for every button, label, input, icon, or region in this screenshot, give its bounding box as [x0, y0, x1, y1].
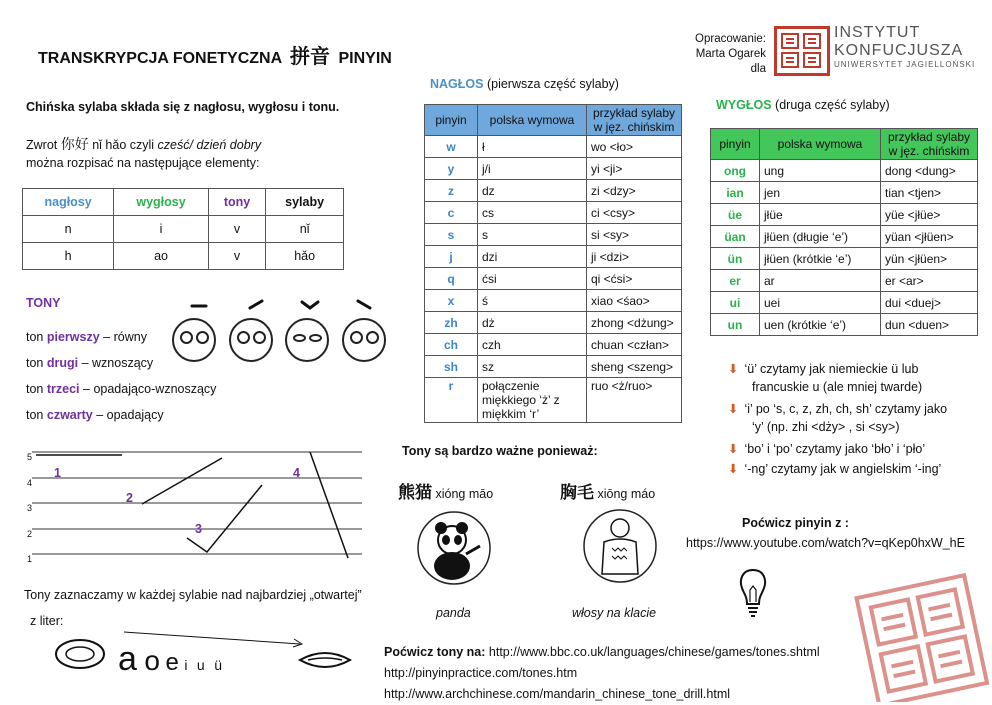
seal-watermark-icon — [846, 572, 992, 702]
example-2: 胸毛 xiōng máo — [560, 483, 656, 502]
tone2-contour — [142, 458, 222, 504]
author-credit: Opracowanie: Marta Ogarek dla — [695, 33, 766, 75]
table-row: y j/i yi <ji> — [425, 158, 682, 180]
vowel-order: a o e i u ü — [118, 640, 222, 678]
note-item: ⬇ ‘i’ po ‘s, c, z, zh, ch, sh’ czytamy jako ‘y’ (np. zhi <dży> , si <sy>) — [728, 402, 948, 434]
chart-tone-label-1: 1 — [54, 466, 61, 480]
tones-heading: TONY — [26, 296, 61, 310]
tone-item: ton czwarty – opadający — [26, 408, 164, 422]
table-row: q ćsi qi <ćsi> — [425, 268, 682, 290]
page-title: TRANSKRYPCJA FONETYCZNA 拼音 PINYIN — [38, 46, 392, 68]
table-row: ch czh chuan <człan> — [425, 334, 682, 356]
intro-line2: można rozpisać na następujące elementy: — [26, 156, 260, 170]
tone3-mark — [302, 302, 318, 308]
practice-link-pinyinpractice[interactable]: http://pinyinpractice.com/tones.htm — [384, 666, 578, 680]
table-row: sh sz sheng <szeng> — [425, 356, 682, 378]
table-row: h ao v hǎo — [23, 243, 344, 270]
title-hanzi: 拼音 — [290, 46, 331, 68]
tone-item: ton drugi – wznoszący — [26, 356, 154, 370]
arrow-down-icon: ⬇ — [728, 462, 739, 476]
arrow-down-icon: ⬇ — [728, 402, 739, 416]
header-sylaby: sylaby — [266, 189, 344, 216]
table-row: z dz zi <dzy> — [425, 180, 682, 202]
table-row: zh dż zhong <dżung> — [425, 312, 682, 334]
tone3-contour — [187, 485, 262, 552]
table-row: ün jłüen (krótkie ‘e’) yün <jłüen> — [711, 248, 978, 270]
table-row: c cs ci <csy> — [425, 202, 682, 224]
header-wyglosy: wygłosy — [114, 189, 209, 216]
face-tone3-icon — [285, 318, 329, 362]
table-row: w ł wo <ło> — [425, 136, 682, 158]
chart-tone-label-3: 3 — [195, 522, 202, 536]
example-1: 熊猫 xióng māo — [398, 483, 494, 502]
tone-mark-note-2: z liter: — [30, 614, 64, 628]
table-row: x ś xiao <śao> — [425, 290, 682, 312]
note-item: ⬇ ‘ü’ czytamy jak niemieckie ü lub francuskie u (ale mniej twarde) — [728, 362, 923, 394]
institute-name: INSTYTUT KONFUCJUSZA UNIWERSYTET JAGIELLOŃSKI — [834, 24, 976, 69]
table-row: ong ung dong <dung> — [711, 160, 978, 182]
table-row: üan jłüen (długie ‘e’) yüan <jłüen> — [711, 226, 978, 248]
initials-heading: NAGŁOS (pierwsza część sylaby) — [430, 77, 619, 91]
arrow-down-icon: ⬇ — [728, 442, 739, 456]
practice-tones: Poćwicz tony na: http://www.bbc.co.uk/languages/chinese/games/tones.shtml http://pinyinpractice.com/tones.htm http://www.archchinese.com/mandarin_chinese_tone_drill.html — [384, 642, 820, 705]
lightbulb-icon — [736, 566, 770, 620]
face-tone2-icon — [229, 318, 273, 362]
tone-item: ton trzeci – opadająco-wznoszący — [26, 382, 217, 396]
tone2-mark — [250, 301, 262, 308]
face-tone1-icon — [172, 318, 216, 362]
important-heading: Tony są bardzo ważne ponieważ: — [402, 444, 598, 458]
pursed-lips-icon — [296, 648, 354, 672]
tone4-contour — [310, 452, 348, 558]
practice-link-archchinese[interactable]: http://www.archchinese.com/mandarin_chinese_tone_drill.html — [384, 687, 731, 701]
arrow-down-icon: ⬇ — [728, 362, 739, 376]
intro-heading: Chińska sylaba składa się z nagłosu, wygłosu i tonu. — [26, 100, 340, 114]
table-row: er ar er <ar> — [711, 270, 978, 292]
finals-heading: WYGŁOS (druga część sylaby) — [716, 98, 890, 112]
open-mouth-icon — [52, 636, 108, 672]
chart-tone-label-4: 4 — [293, 466, 300, 480]
superhero-chest-hair-icon — [582, 508, 658, 584]
tone-item: ton pierwszy – równy — [26, 330, 147, 344]
example-2-caption: włosy na klacie — [572, 606, 657, 620]
table-row: s s si <sy> — [425, 224, 682, 246]
intro-zwrot: Zwrot 你好 nǐ hǎo czyli cześć/ dzień dobry — [26, 136, 262, 152]
table-row: r połączenie miękkiego ‘ż’ z miękkim ‘r’ ruo <ż/ruo> — [425, 378, 682, 423]
header-tony: tony — [208, 189, 265, 216]
tone-contour-chart — [22, 440, 367, 570]
note-item: ⬇ ‘-ng’ czytamy jak w angielskim ‘-ing’ — [728, 462, 942, 476]
practice-pinyin-heading: Poćwicz pinyin z : — [742, 516, 849, 530]
chart-levels: 5 4 3 2 1 — [27, 452, 33, 564]
chart-tone-label-2: 2 — [126, 491, 133, 505]
initials-table: pinyin polska wymowa przykład sylaby w jęz. chińskim w ł wo <ło> y j/i yi <ji> z dz zi <dzy> c cs ci <csy> s s si <sy> j dzi ji <dzi> q ćsi qi <ćsi> x ś xiao <śao> zh dż zhong <dżung> ch czh chuan <człan> sh sz sheng <szeng> r połączenie miękkiego ‘ż’ z miękkim ‘r’ ruo <ż/ruo> — [424, 104, 682, 423]
table-row: n i v nǐ — [23, 216, 344, 243]
header-naglosy: nagłosy — [23, 189, 114, 216]
finals-table: pinyin polska wymowa przykład sylaby w jęz. chińskim ong ung dong <dung> ian jen tian <tjen> üe jłüe yüe <jłüe> üan jłüen (długie ‘e’) yüan <jłüen> ün jłüen (krótkie ‘e’) yün <jłüen> er ar er <ar> ui uei dui <duej> un uen (krótkie ‘e’) dun <duen> — [710, 128, 978, 336]
table-row: j dzi ji <dzi> — [425, 246, 682, 268]
practice-pinyin-link[interactable]: https://www.youtube.com/watch?v=qKep0hxW_hE — [686, 536, 965, 550]
table-row: ui uei dui <duej> — [711, 292, 978, 314]
face-tone4-icon — [342, 318, 386, 362]
syllable-table — [22, 188, 344, 270]
example-1-caption: panda — [436, 606, 471, 620]
table-row: un uen (krótkie ‘e’) dun <duen> — [711, 314, 978, 336]
panda-icon — [416, 510, 492, 586]
table-row: üe jłüe yüe <jłüe> — [711, 204, 978, 226]
institute-logo-seal — [774, 26, 830, 76]
table-row: ian jen tian <tjen> — [711, 182, 978, 204]
tone4-mark — [358, 301, 370, 308]
tone-mark-note: Tony zaznaczamy w każdej sylabie nad najbardziej „otwartej” — [24, 588, 362, 602]
practice-link-bbc[interactable]: http://www.bbc.co.uk/languages/chinese/games/tones.shtml — [488, 645, 820, 659]
note-item: ⬇ ‘bo’ i ‘po’ czytamy jako ‘bło’ i ‘pło’ — [728, 442, 926, 456]
